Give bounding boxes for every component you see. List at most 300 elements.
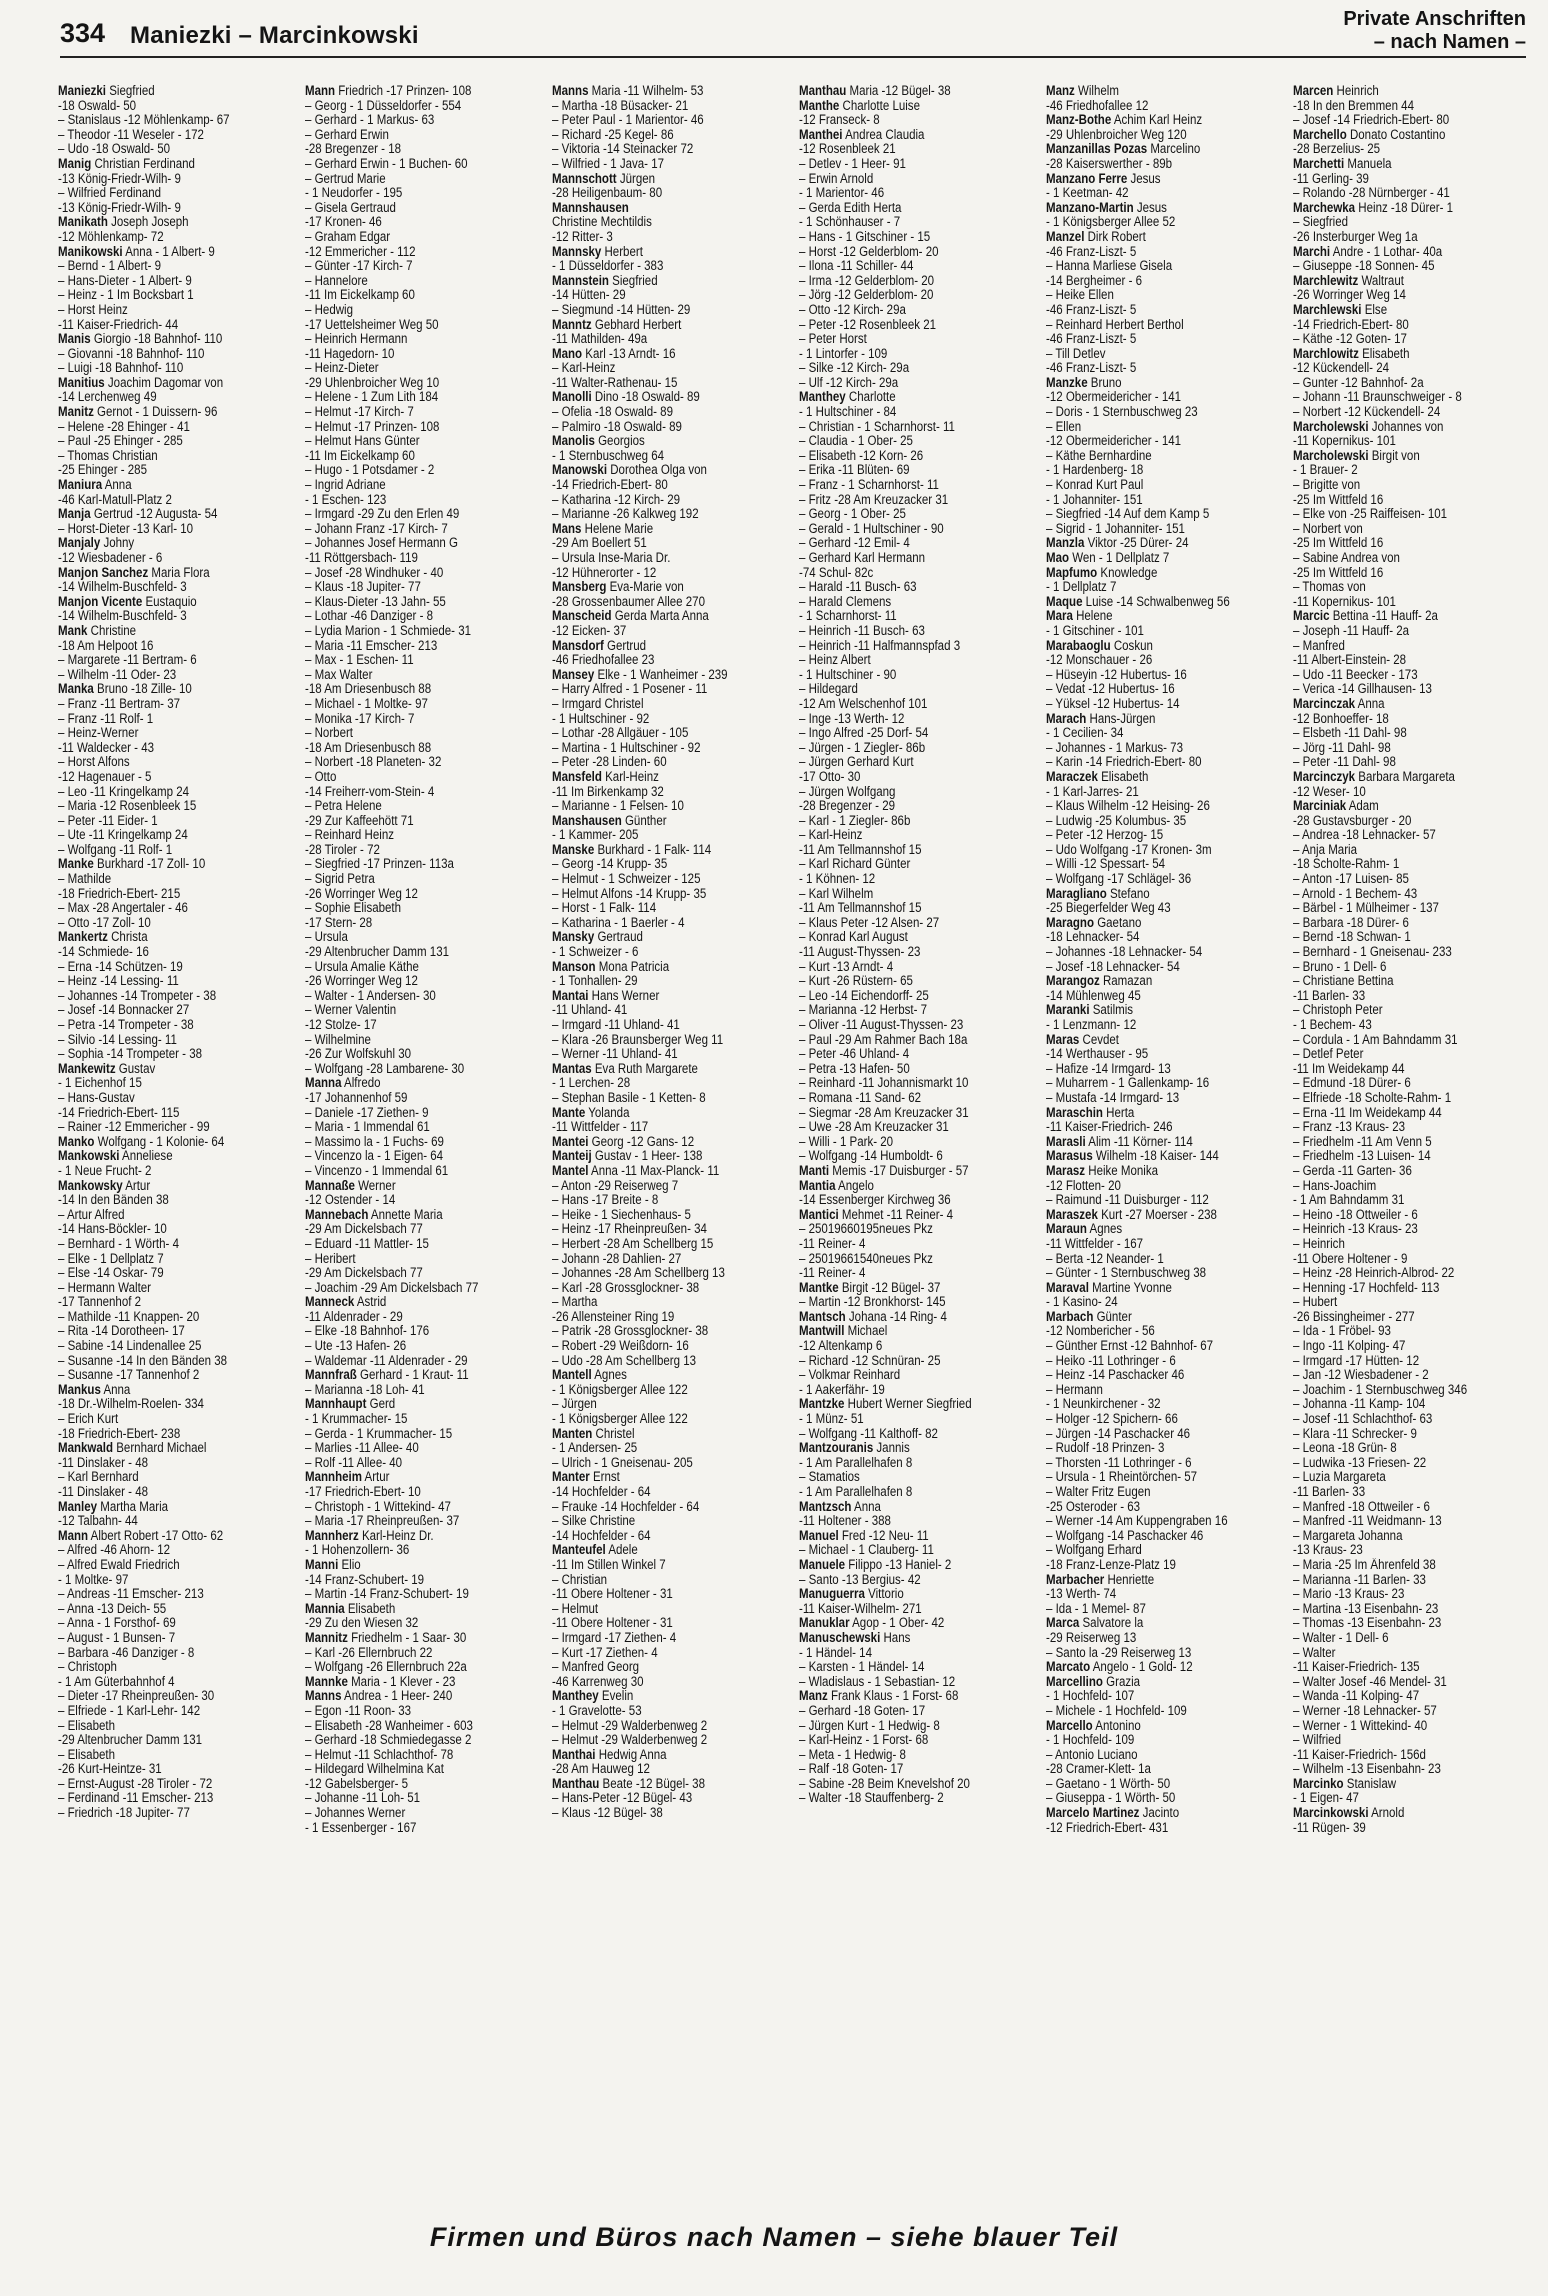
entry-text: – Irmgard -17 Hütten- 12 <box>1293 1353 1420 1368</box>
directory-entry-line <box>799 157 1033 172</box>
entry-text: – Mustafa -14 Irmgard- 13 <box>1046 1090 1180 1105</box>
directory-entry-line <box>799 551 1033 566</box>
entry-text: – Artur Alfred <box>58 1207 125 1222</box>
entry-text: – Susanne -17 Tannenhof 2 <box>58 1368 200 1383</box>
surname-entry <box>58 332 292 347</box>
directory-entry-line <box>1293 390 1527 405</box>
surname: Manscheid <box>552 609 612 624</box>
entry-text: – Anja Maria <box>1293 842 1358 857</box>
entry-text: Luise -14 Schwalbenweg 56 <box>1082 594 1230 609</box>
entry-text: – Helmut -29 Walderbenweg 2 <box>552 1718 708 1733</box>
directory-entry-line <box>58 1704 292 1719</box>
surname-entry <box>1293 420 1527 435</box>
entry-text: - 1 Königsberger Allee 122 <box>552 1412 688 1427</box>
entry-text: Dorothea Olga von <box>607 463 707 478</box>
surname: Manzke <box>1046 375 1088 390</box>
directory-entry-line <box>1046 989 1280 1004</box>
entry-text: Wen - 1 Dellplatz 7 <box>1069 551 1170 565</box>
entry-text: – Katharina - 1 Baerler - 4 <box>552 915 685 930</box>
directory-entry-line <box>1046 1193 1280 1208</box>
directory-entry-line <box>1293 259 1527 274</box>
directory-entry-line <box>799 1675 1033 1690</box>
directory-entry-line <box>1046 522 1280 537</box>
directory-entry-line <box>1293 1412 1527 1427</box>
surname: Marchlowitz <box>1293 346 1359 361</box>
entry-text: – Siegfried <box>1293 215 1349 230</box>
entry-text: – Ludwika -13 Friesen- 22 <box>1293 1455 1427 1470</box>
surname-entry <box>552 1470 786 1485</box>
directory-entry-line <box>552 726 786 741</box>
entry-text: – Bernd - 1 Albert- 9 <box>58 259 162 274</box>
directory-entry-line <box>305 1485 539 1500</box>
directory-entry-line <box>552 215 786 230</box>
entry-text: -28 Bregenzer - 18 <box>305 142 402 157</box>
entry-text: -11 Im Eickelkamp 60 <box>305 288 415 303</box>
directory-entry-line <box>1046 1500 1280 1515</box>
directory-entry-line <box>552 1660 786 1675</box>
directory-entry-line <box>799 1266 1033 1281</box>
surname-entry <box>799 1324 1033 1339</box>
entry-text: - 1 Keetman- 42 <box>1046 186 1129 201</box>
entry-text: – Frauke -14 Hochfelder - 64 <box>552 1499 700 1514</box>
entry-text: – Manfred -18 Ottweiler - 6 <box>1293 1499 1430 1514</box>
entry-text: -28 Bregenzer - 29 <box>799 799 896 814</box>
entry-text: – Leo -14 Eichendorff- 25 <box>799 988 929 1003</box>
directory-entry-line <box>305 478 539 493</box>
entry-text: -11 Walter-Rathenau- 15 <box>552 375 678 390</box>
directory-entry-line <box>1046 1062 1280 1077</box>
header-rule <box>60 56 1526 58</box>
entry-text: – Till Detlev <box>1046 346 1106 361</box>
entry-text: – Paul -29 Am Rahmer Bach 18a <box>799 1032 968 1047</box>
directory-entry-line <box>552 1383 786 1398</box>
entry-text: -11 Uhland- 41 <box>552 1003 628 1018</box>
surname: Manz <box>1046 84 1075 98</box>
directory-entry-line <box>58 726 292 741</box>
directory-entry-line <box>799 624 1033 639</box>
directory-entry-line <box>305 624 539 639</box>
surname-entry <box>58 1383 292 1398</box>
entry-text: – Max -28 Angertaler - 46 <box>58 901 188 916</box>
surname-entry <box>799 1558 1033 1573</box>
directory-entry-line <box>799 274 1033 289</box>
directory-entry-line <box>552 1324 786 1339</box>
surname: Mankwald <box>58 1441 114 1456</box>
directory-entry-line <box>1046 1821 1280 1836</box>
entry-text: – Leona -18 Grün- 8 <box>1293 1441 1397 1456</box>
entry-text: – Max - 1 Eschen- 11 <box>305 653 414 668</box>
surname: Manka <box>58 682 94 697</box>
surname-entry <box>1046 712 1280 727</box>
surname: Maraszek <box>1046 1207 1098 1222</box>
directory-entry-line <box>1293 624 1527 639</box>
directory-entry-line <box>58 653 292 668</box>
directory-entry-line <box>799 230 1033 245</box>
entry-text: – Joachim - 1 Sternbuschweg 346 <box>1293 1382 1468 1397</box>
directory-entry-line <box>1293 536 1527 551</box>
entry-text: – Bärbel - 1 Mülheimer - 137 <box>1293 901 1439 916</box>
surname-entry <box>1046 376 1280 391</box>
directory-entry-line <box>1046 434 1280 449</box>
directory-entry-line <box>1293 1821 1527 1836</box>
surname-entry <box>552 1149 786 1164</box>
surname-entry <box>58 405 292 420</box>
directory-entry-line <box>58 1324 292 1339</box>
entry-text: – Konrad Karl August <box>799 930 908 945</box>
directory-entry-line <box>1046 1631 1280 1646</box>
directory-entry-line <box>305 1354 539 1369</box>
entry-text: -11 Obere Holtener - 31 <box>552 1587 673 1602</box>
section-title-line1: Private Anschriften <box>1343 8 1526 30</box>
directory-entry-line <box>552 1295 786 1310</box>
entry-text: -18 Lehnacker- 54 <box>1046 930 1140 945</box>
entry-text: – Jörg -11 Dahl- 98 <box>1293 740 1391 755</box>
entry-text: – Wilhelmine <box>305 1032 371 1047</box>
surname-entry <box>58 536 292 551</box>
directory-entry-line <box>305 1719 539 1734</box>
surname-entry <box>305 84 539 99</box>
directory-entry-line <box>552 595 786 610</box>
directory-entry-line <box>799 814 1033 829</box>
entry-text: – Sabine -28 Beim Knevelshof 20 <box>799 1776 970 1791</box>
entry-text: – Heike Ellen <box>1046 288 1114 303</box>
entry-text: – Ofelia -18 Oswald- 89 <box>552 405 673 420</box>
surname: Manzla <box>1046 536 1085 551</box>
directory-entry-line <box>799 347 1033 362</box>
directory-entry-line <box>305 828 539 843</box>
entry-text: – Gerhard -18 Goten- 17 <box>799 1703 926 1718</box>
surname-entry <box>1293 201 1527 216</box>
entry-text: – Gerhard - 1 Markus- 63 <box>305 113 435 128</box>
directory-entry-line <box>799 478 1033 493</box>
surname: Marcello <box>1046 1718 1093 1733</box>
directory-entry-line <box>799 828 1033 843</box>
entry-text: Friedrich -17 Prinzen- 108 <box>335 84 472 98</box>
directory-entry-line <box>305 1762 539 1777</box>
directory-entry-line <box>1046 361 1280 376</box>
entry-text: – Mathilde -11 Knappen- 20 <box>58 1309 200 1324</box>
entry-text: – Jürgen Kurt - 1 Hedwig- 8 <box>799 1718 940 1733</box>
directory-entry-line <box>305 259 539 274</box>
directory-entry-line <box>58 99 292 114</box>
entry-text: Elisabeth <box>1358 346 1410 361</box>
entry-text: – Johannes -14 Trompeter - 38 <box>58 988 217 1003</box>
directory-entry-line <box>1046 1179 1280 1194</box>
directory-entry-line <box>1293 1222 1527 1237</box>
entry-text: -13 König-Friedr-Wilh- 9 <box>58 200 181 215</box>
entry-text: – Daniele -17 Ziethen- 9 <box>305 1105 429 1120</box>
directory-entry-line <box>305 712 539 727</box>
surname-entry <box>1046 230 1280 245</box>
directory-entry-line <box>1293 215 1527 230</box>
entry-text: -13 Werth- 74 <box>1046 1587 1117 1602</box>
entry-text: - 1 Moltke- 97 <box>58 1572 129 1587</box>
entry-text: Gertraud <box>594 930 643 945</box>
directory-entry-line <box>552 1675 786 1690</box>
surname: Manzel <box>1046 229 1085 244</box>
directory-entry-line <box>1046 507 1280 522</box>
entry-text: Salvatore la <box>1079 1616 1144 1631</box>
entry-text: – Hans-Peter -12 Bügel- 43 <box>552 1791 693 1806</box>
entry-text: – Klara -26 Braunsberger Weg 11 <box>552 1032 724 1047</box>
entry-text: – Heinrich <box>1293 1236 1345 1251</box>
directory-entry-line <box>1046 901 1280 916</box>
directory-entry-line <box>58 463 292 478</box>
directory-entry-line <box>305 1266 539 1281</box>
surname-entry <box>1046 1135 1280 1150</box>
entry-text: – Johannes - 1 Markus- 73 <box>1046 740 1183 755</box>
page-header <box>60 8 1526 56</box>
entry-text: – Wolfgang -28 Lambarene- 30 <box>305 1061 465 1076</box>
directory-entry-line <box>799 1062 1033 1077</box>
entry-text: – Anton -17 Luisen- 85 <box>1293 872 1409 887</box>
directory-entry-line <box>552 916 786 931</box>
directory-entry-line <box>552 1441 786 1456</box>
surname: Mara <box>1046 609 1073 624</box>
directory-entry-line <box>305 1324 539 1339</box>
entry-text: Angelo <box>835 1178 874 1193</box>
directory-entry-line <box>799 1485 1033 1500</box>
entry-text: -14 Werthauser - 95 <box>1046 1047 1149 1062</box>
entry-text: – Ute -11 Kringelkamp 24 <box>58 828 188 843</box>
directory-entry-line <box>1293 1427 1527 1442</box>
entry-text: – Erich Kurt <box>58 1412 119 1427</box>
directory-entry-line <box>58 493 292 508</box>
directory-entry-line <box>305 814 539 829</box>
entry-text: – Hans-Dieter - 1 Albert- 9 <box>58 273 192 288</box>
entry-text: – Petra -14 Trompeter - 38 <box>58 1018 194 1032</box>
entry-text: - 1 Lerchen- 28 <box>552 1076 631 1091</box>
entry-text: – Heiko -11 Lothringer - 6 <box>1046 1353 1176 1368</box>
directory-entry-line <box>1293 332 1527 347</box>
entry-text: – Margarete -11 Bertram- 6 <box>58 653 197 668</box>
directory-entry-line <box>1046 1748 1280 1763</box>
directory-entry-line <box>305 1135 539 1150</box>
surname: Manns <box>552 84 589 98</box>
directory-entry-line <box>58 755 292 770</box>
directory-entry-line <box>552 303 786 318</box>
entry-text: – Ursula Amalie Käthe <box>305 959 419 974</box>
entry-text: – Walter Josef -46 Mendel- 31 <box>1293 1674 1447 1689</box>
entry-text: – Sophie Elisabeth <box>305 901 402 916</box>
surname-entry <box>1293 245 1527 260</box>
directory-entry-line <box>1046 843 1280 858</box>
surname-entry <box>552 609 786 624</box>
entry-text: – Heinrich -11 Halfmannspfad 3 <box>799 638 961 653</box>
surname: Marchi <box>1293 244 1331 259</box>
directory-entry-line <box>1046 1324 1280 1339</box>
surname: Marchlewski <box>1293 302 1362 317</box>
directory-entry-line <box>1293 1120 1527 1135</box>
entry-text: - 1 Hochfeld- 109 <box>1046 1733 1135 1748</box>
directory-entry-line <box>1046 1237 1280 1252</box>
entry-text: – Johann -11 Braunschweiger - 8 <box>1293 390 1462 405</box>
directory-entry-line <box>1046 347 1280 362</box>
entry-text: -12 Rosenbleek 21 <box>799 142 896 157</box>
entry-text: -11 Am Tellmannshof 15 <box>799 901 922 916</box>
entry-text: – Sabine -14 Lindenallee 25 <box>58 1339 202 1354</box>
surname-entry <box>305 1529 539 1544</box>
entry-text: Andre - 1 Lothar- 40a <box>1330 244 1443 259</box>
surname-entry <box>1046 1106 1280 1121</box>
directory-entry-line <box>799 785 1033 800</box>
directory-entry-line <box>58 770 292 785</box>
directory-entry-line <box>552 1033 786 1048</box>
entry-text: – Inge -13 Werth- 12 <box>799 711 905 726</box>
entry-text: – Josef -28 Windhuker - 40 <box>305 565 444 580</box>
entry-text: – Ulf -12 Kirch- 29a <box>799 375 899 390</box>
entry-text: – Susanne -14 In den Bänden 38 <box>58 1353 228 1368</box>
surname: Manthai <box>552 1747 596 1762</box>
surname: Marcato <box>1046 1660 1091 1675</box>
entry-text: -25 Biegerfelder Weg 43 <box>1046 901 1171 916</box>
entry-text: -29 Zu den Wiesen 32 <box>305 1616 419 1631</box>
directory-entry-line <box>1293 887 1527 902</box>
surname: Mantai <box>552 988 589 1003</box>
directory-entry-line <box>1293 507 1527 522</box>
directory-entry-line <box>305 1748 539 1763</box>
entry-text: – Yüksel -12 Hubertus- 14 <box>1046 696 1180 711</box>
directory-entry-line <box>58 901 292 916</box>
surname: Mankus <box>58 1382 101 1397</box>
surname-entry <box>58 1179 292 1194</box>
surname: Marciniak <box>1293 799 1347 814</box>
directory-entry-line <box>799 259 1033 274</box>
directory-entry-line <box>799 1456 1033 1471</box>
entry-text: – Manfred -11 Weidmann- 13 <box>1293 1514 1442 1529</box>
entry-text: Arnold <box>1368 1806 1405 1821</box>
surname-entry <box>1046 770 1280 785</box>
entry-text: – Gerhard -18 Schmiedegasse 2 <box>305 1733 472 1748</box>
surname-entry <box>552 347 786 362</box>
directory-entry-line <box>305 128 539 143</box>
entry-text: Birgit von <box>1368 448 1420 463</box>
directory-entry-line <box>799 507 1033 522</box>
entry-text: -12 Hühnerorter - 12 <box>552 565 657 580</box>
surname-entry <box>1293 609 1527 624</box>
directory-entry-line <box>305 157 539 172</box>
surname: Mantke <box>799 1280 839 1295</box>
directory-entry-line <box>305 682 539 697</box>
surname-entry <box>1046 916 1280 931</box>
entry-text: – Johanne -11 Loh- 51 <box>305 1791 421 1806</box>
entry-text: Helene Marie <box>581 521 654 536</box>
entry-text: -17 Tannenhof 2 <box>58 1295 142 1310</box>
surname-entry <box>58 595 292 610</box>
directory-entry-line <box>799 215 1033 230</box>
directory-entry-line <box>799 872 1033 887</box>
directory-entry-line <box>305 799 539 814</box>
directory-entry-line <box>58 1354 292 1369</box>
entry-text: - 1 Hohenzollern- 36 <box>305 1543 410 1558</box>
directory-entry-line <box>552 566 786 581</box>
surname-entry <box>1046 84 1280 99</box>
directory-entry-line <box>799 916 1033 931</box>
directory-entry-line <box>1293 1091 1527 1106</box>
directory-entry-line <box>1046 1266 1280 1281</box>
entry-text: Eustaquio <box>142 594 197 609</box>
entry-text: – Vedat -12 Hubertus- 16 <box>1046 682 1175 697</box>
entry-text: – Holger -12 Spichern- 66 <box>1046 1412 1178 1427</box>
entry-text: Wilhelm -18 Kaiser- 144 <box>1092 1149 1219 1164</box>
entry-text: -14 Hütten- 29 <box>552 288 626 303</box>
surname-entry <box>58 1149 292 1164</box>
entry-text: Yolanda <box>585 1105 630 1120</box>
directory-entry-line <box>1046 1704 1280 1719</box>
entry-text: Bruno <box>1087 375 1122 390</box>
surname-entry <box>1293 128 1527 143</box>
entry-text: – Kurt -13 Arndt- 4 <box>799 959 894 974</box>
directory-entry-line <box>1046 1076 1280 1091</box>
entry-text: Georg -12 Gans- 12 <box>588 1134 695 1149</box>
directory-entry-line <box>305 1806 539 1821</box>
directory-entry-line <box>1046 288 1280 303</box>
directory-entry-line <box>1293 1237 1527 1252</box>
surname-entry <box>305 1689 539 1704</box>
entry-text: – Wilhelm -11 Oder- 23 <box>58 667 177 682</box>
entry-text: – Wolfgang -14 Paschacker 46 <box>1046 1528 1204 1543</box>
entry-text: – Stanislaus -12 Möhlenkamp- 67 <box>58 113 230 128</box>
directory-entry-line <box>58 259 292 274</box>
entry-text: – Jürgen Gerhard Kurt <box>799 755 914 770</box>
entry-text: Maria -12 Bügel- 38 <box>846 84 951 98</box>
surname: Mankertz <box>58 930 108 945</box>
directory-entry-line <box>305 887 539 902</box>
directory-entry-line <box>1046 857 1280 872</box>
surname: Mans <box>552 521 582 536</box>
entry-text: Hubert Werner Siegfried <box>844 1397 972 1412</box>
entry-text: – Georg -14 Krupp- 35 <box>552 857 668 872</box>
entry-text: – Walter <box>1293 1645 1336 1660</box>
directory-entry-line <box>305 1339 539 1354</box>
entry-text: -28 Am Hauweg 12 <box>552 1762 650 1777</box>
surname-entry <box>305 1675 539 1690</box>
entry-text: -11 Im Birkenkamp 32 <box>552 784 664 799</box>
entry-text: – Martha -18 Büsacker- 21 <box>552 98 689 113</box>
entry-text: – Giovanni -18 Bahnhof- 110 <box>58 346 205 361</box>
surname: Marcellino <box>1046 1674 1103 1689</box>
entry-text: – Muharrem - 1 Gallenkamp- 16 <box>1046 1076 1210 1091</box>
entry-text: Gerd <box>366 1397 396 1412</box>
surname: Manteij <box>552 1149 592 1164</box>
entry-text: – Erna -14 Schützen- 19 <box>58 959 183 974</box>
entry-text: -25 Im Wittfeld 16 <box>1293 492 1384 507</box>
entry-text: -28 Tiroler - 72 <box>305 842 380 857</box>
directory-entry-line <box>1046 930 1280 945</box>
entry-text: – Bernhard - 1 Gneisenau- 233 <box>1293 945 1452 960</box>
entry-text: Andrea - 1 Heer- 240 <box>341 1689 453 1704</box>
directory-entry-line <box>58 230 292 245</box>
entry-text: – Heinz-Dieter <box>305 361 379 376</box>
directory-entry-line <box>58 916 292 931</box>
directory-entry-line <box>1293 361 1527 376</box>
directory-entry-line <box>58 390 292 405</box>
surname-entry <box>552 463 786 478</box>
surname: Maniezki <box>58 84 106 98</box>
directory-entry-line <box>58 712 292 727</box>
directory-entry-line <box>799 318 1033 333</box>
surname: Mantzsch <box>799 1499 852 1514</box>
directory-entry-line <box>799 1733 1033 1748</box>
surname: Mantel <box>552 1163 589 1178</box>
entry-text: -12 Obermeidericher - 141 <box>1046 434 1182 449</box>
directory-entry-line <box>1293 960 1527 975</box>
entry-text: Hedwig Anna <box>595 1747 667 1762</box>
entry-text: – Johannes Werner <box>305 1806 406 1821</box>
surname-entry <box>1046 172 1280 187</box>
surname: Mansberg <box>552 580 607 595</box>
surname-entry <box>1046 566 1280 581</box>
